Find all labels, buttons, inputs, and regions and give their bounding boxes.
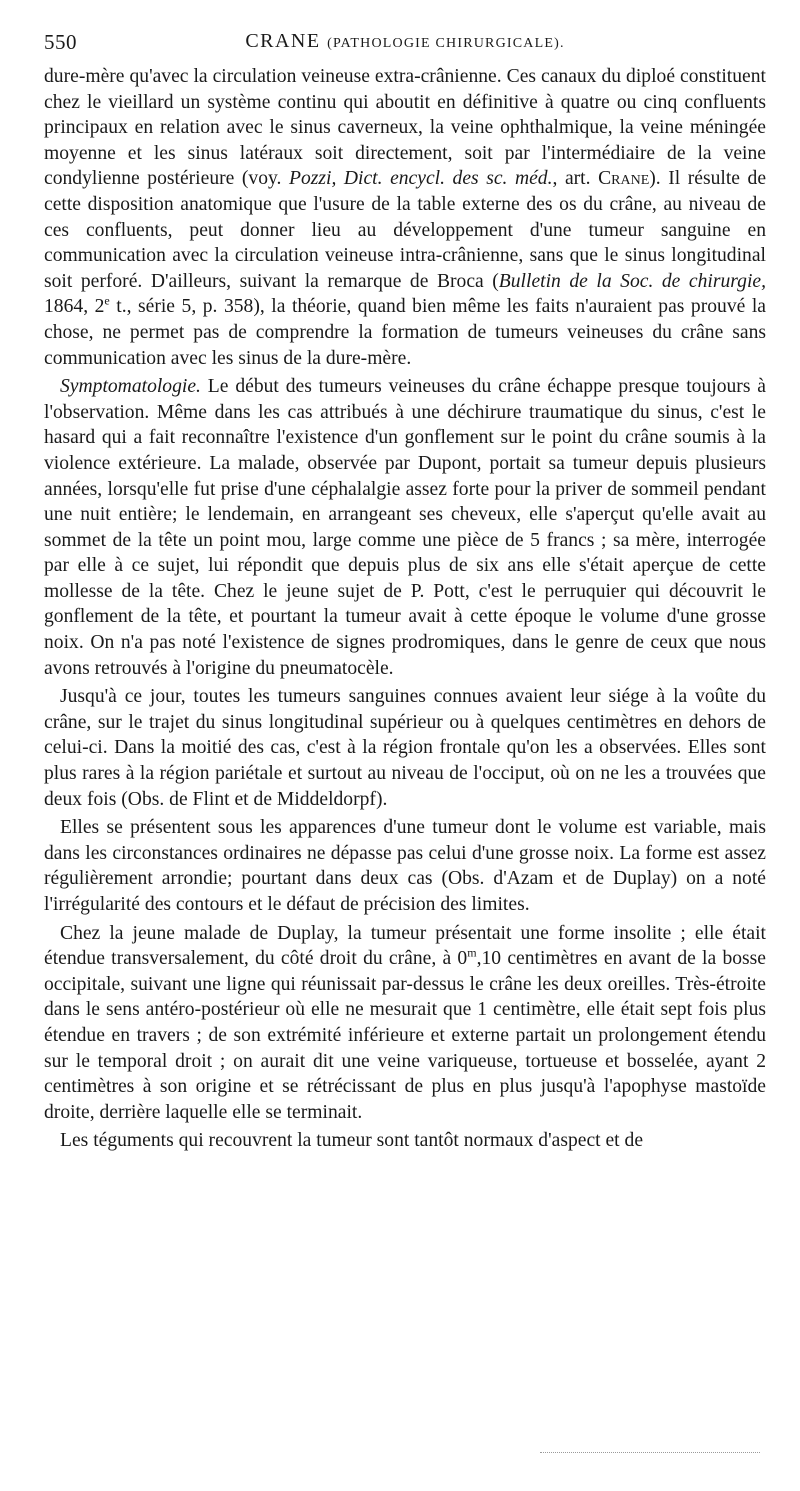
paragraph-6: Les téguments qui recouvrent la tumeur sont tantôt normaux d'aspect et de xyxy=(60,1130,644,1152)
text-span: 1864, 2 xyxy=(44,296,105,318)
running-subtitle: (PATHOLOGIE CHIRURGICALE). xyxy=(327,36,565,51)
running-head xyxy=(44,30,766,53)
document-page xyxy=(44,28,766,1157)
body-text xyxy=(44,64,766,1154)
superscript: m xyxy=(467,945,477,960)
paragraph-4: Elles se présentent sous les apparences d'une tumeur dont le volume est variable, mais dans les circonstances ordinaires ne dépasse pas celui d'une grosse noix. La forme est assez régulièrement arrondie; pourtant dans deux cas (Obs. d'Azam et de Duplay) on a noté l'irrégularité des contours et le défaut de précision des limites. xyxy=(44,817,766,915)
text-span: Chez la jeune malade de Duplay, la tumeur présentait une forme insolite ; elle était étendue transversalement, du côté droit du crâne, à 0 xyxy=(44,922,766,970)
text-span: , art. xyxy=(552,168,599,190)
paragraph-2 xyxy=(44,374,766,681)
reference-pozzi: Pozzi, Dict. encycl. des sc. méd. xyxy=(288,168,553,190)
text-span: ,10 centimètres en avant de la bosse occipitale, suivant une ligne qui réunissait par-dessus le crâne les deux oreilles. Très-étroite dans le sens antéro-postérieur où elle ne mesurait que 1 centimètre, elle était sept fois plus étendue en travers ; de son extrémité inférieure et externe partait un prolongement étendu sur le temporal droit ; on aurait dit une veine variqueuse, tortueuse et bosselée, ayant 2 centimètres à son origine et se rétrécissant de plus en plus jusqu'à l'apophyse mastoïde droite, derrière laquelle elle se terminait. xyxy=(44,948,766,1123)
page-number: 550 xyxy=(44,30,77,54)
page-header xyxy=(44,28,766,64)
reference-bulletin: Bulletin de la Soc. de chirurgie, xyxy=(498,270,766,292)
text-span: Le début des tumeurs veineuses du crâne échappe presque toujours à l'observation. Même dans les cas attribués à une déchirure traumatique du sinus, c'est le hasard qui a fait reconnaître l'existence d'un gonflement sur le point du crâne soumis à la violence extérieure. La malade, observée par Dupont, portait sa tumeur depuis plusieurs années, lorsqu'elle fut prise d'une céphalalgie assez forte pour la priver de sommeil pendant une nuit entière; le lendemain, en arrangeant ses cheveux, elle s'aperçut qu'elle avait au sommet de la tête un point mou, large comme une pièce de 5 francs ; sa mère, interrogée par elle à ce sujet, lui répondit que depuis plus de six ans elle s'était aperçue de cette mollesse de la tête. Chez le jeune sujet de P. Pott, c'est le perruquier qui découvrit le gonflement de la tête, et pourtant la tumeur avait à cette époque le volume d'une grosse noix. On n'a pas noté l'existence de signes prodromiques, dans le genre de ceux que nous avons retrouvés à l'origine du pneumatocèle. xyxy=(44,376,766,679)
section-heading-symptomatologie: Symptomatologie. xyxy=(60,376,201,398)
text-span: t., série 5, p. 358), la théorie, quand bien même les faits n'auraient pas prouvé la chose, ne permet pas de comprendre la formation de tumeurs veineuses du crâne sans communication avec les sinus de la dure-mère. xyxy=(44,296,766,369)
text-span: ). Il résulte de cette disposition anatomique que l'usure de la table externe des os du crâne, au niveau de ces confluents, peut donner lieu au développement d'une tumeur sanguine en communication avec la circulation veineuse intra-crânienne, sans que le sinus longitudinal soit perforé. D'ailleurs, suivant la remarque de Broca ( xyxy=(44,168,767,292)
superscript: e xyxy=(104,293,110,308)
paragraph-3: Jusqu'à ce jour, toutes les tumeurs sanguines connues avaient leur siége à la voûte du crâne, sur le trajet du sinus longitudinal supérieur ou à quelques centimètres en dehors de celui-ci. Dans la moitié des cas, c'est à la région frontale qu'on les a observées. Elles sont plus rares à la région pariétale et surtout au niveau de l'occiput, où on ne les a trouvées que deux fois (Obs. de Flint et de Middeldorpf). xyxy=(44,686,766,810)
paragraph-5 xyxy=(44,921,766,1126)
text-span: dure-mère qu'avec la circulation veineuse extra-crânienne. Ces canaux du diploé constituent chez le vieillard un système continu qui aboutit en définitive à quatre ou cinq confluents principaux en relation avec le sinus caverneux, la veine ophthalmique, la veine méningée moyenne et les sinus latéraux soit directement, soit par l'intermédiaire de la veine condylienne postérieure (voy. xyxy=(44,66,766,190)
reference-article: Crane xyxy=(598,168,650,190)
running-title: CRANE xyxy=(245,30,321,52)
footer-rule xyxy=(540,1452,760,1453)
paragraph-1 xyxy=(44,64,766,371)
